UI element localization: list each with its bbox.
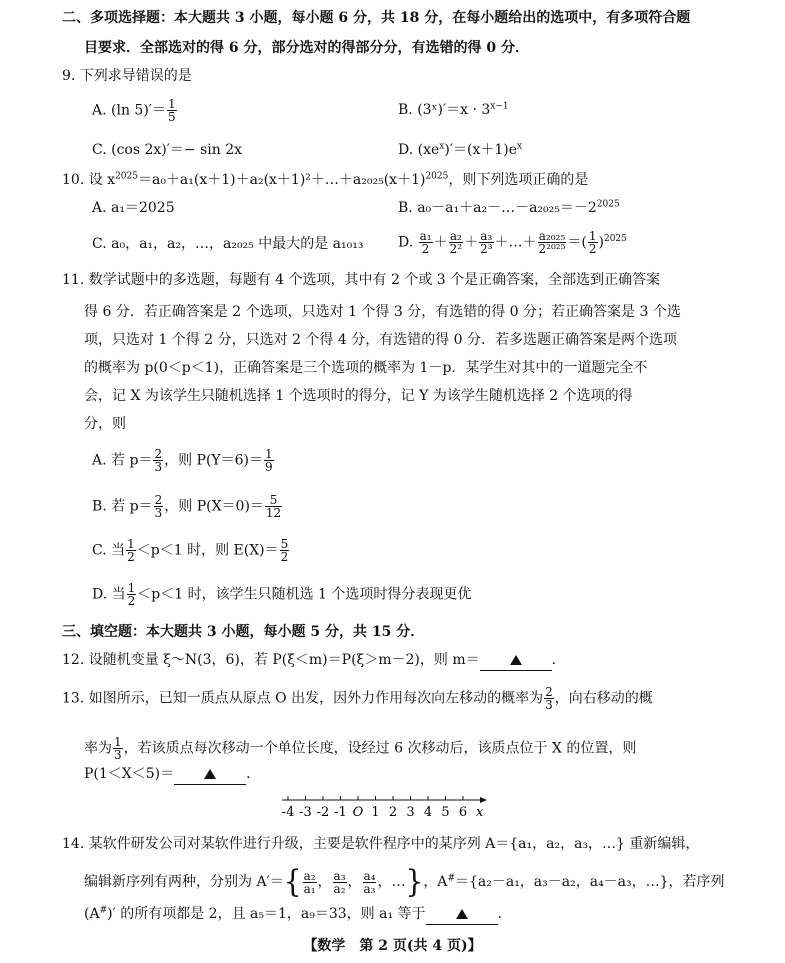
- q11-c-n1: 1: [127, 537, 135, 551]
- q11-b-d1: 3: [154, 506, 163, 520]
- triangle-icon: [510, 655, 522, 665]
- q10-d-eq: ＝: [567, 234, 582, 251]
- q11-d-frac1: [127, 582, 137, 607]
- q12: [62, 650, 566, 671]
- q14-n1: a₂: [303, 868, 316, 883]
- q11-b-frac1: [154, 494, 164, 519]
- number-line-arrow: [480, 797, 487, 803]
- q13-l3-text: P(1＜X＜5)＝: [84, 766, 175, 782]
- q14-d2: a₂: [333, 881, 346, 896]
- q9-b-sup: x−1: [490, 101, 509, 112]
- section2-heading-line1: 二、多项选择题：本大题共 3 小题，每小题 6 分，共 18 分，在每小题给出的选项中，有多项符合题: [62, 10, 691, 26]
- left-brace: {: [283, 863, 302, 900]
- number-line-tick-label: -4: [282, 805, 295, 820]
- q10-b-sup: 2025: [596, 199, 620, 210]
- q14-l2-c: ＝{a₂－a₁，a₃－a₂，a₄－a₃，…}，若序列: [454, 874, 725, 890]
- q10-stem-c: ，则下列选项正确的是: [448, 172, 589, 188]
- q10-d-frac3: [479, 230, 493, 255]
- section2-heading-line2: 目要求．全部选对的得 6 分，部分选对的得部分分，有选错的得 0 分．: [84, 40, 529, 56]
- q11-line6: 分，则: [84, 416, 126, 432]
- q14-l3-a: (A: [84, 906, 100, 922]
- q9-option-c: C. (cos 2x)′＝− sin 2x: [92, 142, 243, 158]
- q10-stem-sup: 2025: [115, 171, 138, 182]
- q11-b-text1: B. 若 p＝: [92, 498, 153, 515]
- number-line-tick-label: -1: [334, 805, 347, 820]
- triangle-icon: [456, 909, 468, 919]
- q11-c-d2: 2: [280, 550, 289, 564]
- q9-d-label: D. (xe: [398, 142, 440, 158]
- q11-d-text2: ＜p＜1 时，该学生只随机选 1 个选项时得分表现更优: [137, 586, 472, 603]
- q11-d-n1: 1: [127, 581, 136, 595]
- number-line-axis-label: x: [476, 805, 484, 820]
- q13-l2-d: 3: [114, 748, 122, 762]
- q9-d-sup1: x: [439, 141, 445, 152]
- number-line-tick-label: 1: [371, 805, 380, 820]
- q14-answer-blank[interactable]: [426, 904, 498, 925]
- q14-n2: a₃: [333, 868, 346, 883]
- q10-d-frac5: [588, 230, 598, 255]
- q12-end: ．: [551, 652, 566, 668]
- number-line-tick-label: -3: [299, 805, 312, 820]
- q14-d3: a₃: [363, 881, 376, 896]
- triangle-icon: [204, 769, 216, 779]
- q10-option-d: D. $\frac{\text{a₁}}{2}$ ＋ $\frac{\text{a₂}}{\text{2²}}$ ＋ $\frac{\text{a₃}}{\text{2³}}$ ＋…＋ $\frac{\text{a₂₀₂₅}}{\text{2²⁰²⁵}}$ ＝( $\frac{1}{2}$ )$^{2025}$: [398, 229, 627, 256]
- q10-stem-sup2: 2025: [425, 171, 449, 182]
- number-line-tick-label: 5: [441, 805, 450, 820]
- q12-text: 12. 设随机变量 ξ～N(3，6)，若 P(ξ＜m)＝P(ξ＞m－2)，则 m＝: [62, 652, 480, 668]
- q11-b-d2: 12: [265, 506, 282, 520]
- q13-l2-a: 率为: [84, 740, 112, 757]
- q10-d-n1: a₁: [419, 229, 432, 243]
- q9-a-fraction: [167, 98, 177, 123]
- q9-d-mid: )′＝(x＋1)e: [444, 142, 518, 158]
- q11-d-text1: D. 当: [92, 586, 126, 603]
- q10-option-b: [398, 198, 620, 218]
- q13-l1-b: ，向右移动的概: [554, 690, 653, 707]
- q9-a-num: 1: [167, 97, 176, 111]
- q13-l1-n: 2: [545, 685, 553, 699]
- number-line-tick-label: -2: [316, 805, 330, 820]
- q9-option-d: [398, 140, 522, 160]
- q14-l2-a: 编辑新序列有两种，分别为 A′＝: [84, 874, 284, 890]
- q13-end: ．: [246, 766, 261, 782]
- q11-a-d1: 3: [154, 460, 163, 474]
- q13-line1: [62, 686, 653, 711]
- q9-a-den: 5: [167, 110, 176, 124]
- q13-line3: [84, 764, 260, 785]
- q13-line2: [84, 736, 636, 761]
- q9-d-sup2: x: [517, 141, 523, 152]
- q11-line3: 项，只选对 1 个得 2 分，只选对 2 个得 4 分，有选错的得 0 分．若多选题正确答案是两个选项: [84, 332, 678, 348]
- q11-c-frac1: [126, 538, 136, 563]
- number-line-tick-label: 4: [423, 805, 433, 820]
- q11-c-d1: 2: [127, 550, 135, 564]
- q14-frac1: [303, 870, 317, 895]
- q9-b-label: B. (3ˣ)′＝x · 3: [398, 102, 491, 118]
- number-line-tick-label: 6: [458, 805, 468, 820]
- q11-option-b: [92, 494, 283, 519]
- q11-d-d1: 2: [127, 594, 136, 608]
- number-line: [282, 796, 487, 822]
- q11-a-d2: 9: [265, 460, 273, 474]
- q10-d-d5: 2: [588, 242, 597, 256]
- q14-line1: 14. 某软件研发公司对某软件进行升级，主要是软件程序中的某序列 A＝{a₁，a₂，a₃，…} 重新编辑，: [62, 836, 700, 852]
- q11-a-text1: A. 若 p＝: [92, 452, 153, 469]
- section3-heading: 三、填空题：本大题共 3 小题，每小题 5 分，共 15 分．: [62, 624, 425, 640]
- number-line-tick-label: 3: [406, 805, 415, 820]
- q10-d-frac1: [419, 230, 433, 255]
- q10-stem-b: ＝a₀＋a₁(x＋1)＋a₂(x＋1)²＋…＋a₂₀₂₅(x＋1): [137, 172, 426, 188]
- q9-stem: 9. 下列求导错误的是: [62, 68, 192, 84]
- q10-d-d2: 2²: [449, 242, 463, 256]
- q11-a-frac1: [153, 448, 163, 473]
- q14-frac3: [363, 870, 377, 895]
- q10-d-n2: a₂: [449, 229, 462, 243]
- q13-l2-b: ，若该质点每次移动一个单位长度，设经过 6 次移动后，该质点位于 X 的位置，则: [123, 740, 637, 757]
- q10-d-mid: ＋…＋: [494, 234, 537, 251]
- q14-l3-b: )′ 的所有项都是 2，且 a₅＝1，a₉＝33，则 a₁ 等于: [107, 906, 426, 922]
- q10-d-n4: a₂₀₂₅: [538, 229, 566, 243]
- q9-a-label: A. (ln 5)′＝: [92, 102, 166, 119]
- q9-option-a: [92, 98, 178, 123]
- q11-c-n2: 5: [280, 537, 289, 551]
- q11-line1: 11. 数学试题中的多选题，每题有 4 个选项，其中有 2 个或 3 个是正确答案，全部选到正确答案: [62, 272, 661, 288]
- q10-option-a: A. a₁＝2025: [92, 200, 175, 216]
- number-line-tick-label: O: [352, 805, 364, 820]
- q11-c-frac2: [280, 538, 290, 563]
- q11-b-frac2: [265, 494, 282, 519]
- q10-d-n5: 1: [588, 229, 597, 243]
- number-line-tick-label: 2: [388, 805, 398, 820]
- q14-line3: [84, 904, 512, 925]
- q10-b-text: B. a₀－a₁＋a₂－…－a₂₀₂₅＝－2: [398, 200, 597, 216]
- q11-b-n1: 2: [154, 493, 163, 507]
- q14-n3: a₄: [363, 868, 376, 883]
- q11-line4: 的概率为 p(0＜p＜1)，正确答案是三个选项的概率为 1－p．某学生对其中的一道题完全不: [84, 360, 648, 376]
- q14-l2-b: ，A: [423, 874, 448, 890]
- q10-d-d1: 2: [421, 242, 430, 256]
- q14-dots: ，…: [377, 874, 406, 890]
- q11-c-text2: ＜p＜1 时，则 E(X)＝: [136, 542, 279, 559]
- q13-l1-frac: [544, 686, 554, 711]
- q10-option-c: C. a₀，a₁，a₂，…，a₂₀₂₅ 中最大的是 a₁₀₁₃: [92, 236, 364, 252]
- q11-b-text2: ，则 P(X＝0)＝: [164, 498, 264, 515]
- q10-d-n3: a₃: [480, 229, 493, 243]
- q11-b-n2: 5: [265, 494, 282, 507]
- q13-l2-frac: [113, 736, 123, 761]
- q14-end: ．: [497, 906, 512, 922]
- q10-stem-a: 10. 设 x: [62, 172, 116, 188]
- q14-l2-sup: #: [447, 873, 455, 884]
- q10-d-label: D.: [398, 234, 414, 251]
- q13-answer-blank[interactable]: [174, 764, 246, 785]
- q11-option-a: [92, 448, 275, 473]
- q14-frac2: [333, 870, 347, 895]
- q10-d-frac4: [538, 230, 567, 255]
- q11-a-n1: 2: [154, 447, 163, 461]
- q10-d-frac2: [449, 230, 463, 255]
- q14-d1: a₁: [303, 881, 316, 896]
- q10-d-sup: 2025: [603, 233, 627, 244]
- right-brace: }: [405, 863, 424, 900]
- q10-stem: [62, 170, 588, 190]
- q13-l1-a: 13. 如图所示，已知一质点从原点 O 出发，因外力作用每次向左移动的概率为: [62, 690, 544, 707]
- q11-a-text2: ，则 P(Y＝6)＝: [164, 452, 264, 469]
- q11-c-text1: C. 当: [92, 542, 126, 559]
- q11-option-c: [92, 538, 290, 563]
- q10-d-d4: 2²⁰²⁵: [538, 242, 566, 256]
- q14-l3-sup: #: [99, 905, 108, 916]
- page-footer: 【数学 第 2 页(共 4 页)】: [303, 938, 482, 954]
- q11-a-n2: 1: [265, 447, 273, 461]
- q11-line5: 会，记 X 为该学生只随机选择 1 个选项时的得分，记 Y 为该学生随机选择 2 个选项的得: [84, 388, 633, 404]
- q12-answer-blank[interactable]: [480, 650, 552, 671]
- q13-l1-d: 3: [545, 698, 553, 712]
- q11-option-d: [92, 582, 471, 607]
- q9-option-b: [398, 100, 509, 120]
- q11-line2: 得 6 分．若正确答案是 2 个选项，只选对 1 个得 3 分，有选错的得 0 分；若正确答案是 3 个选: [84, 304, 681, 320]
- q11-a-frac2: [264, 448, 274, 473]
- q10-d-d3: 2³: [480, 242, 493, 256]
- q13-l2-n: 1: [114, 735, 122, 749]
- q14-line2: 编辑新序列有两种，分别为 A′＝{ $\frac{\text{a₂}}{\text{a₁}}$ ， $\frac{\text{a₃}}{\text{a₂}}$ ， $\frac{\text{a₄}}{\text{a₃}}$ ，…}，A#＝{a₂－a₁，a₃－a₂，a₄－a₃，…}，若序列: [84, 863, 725, 900]
